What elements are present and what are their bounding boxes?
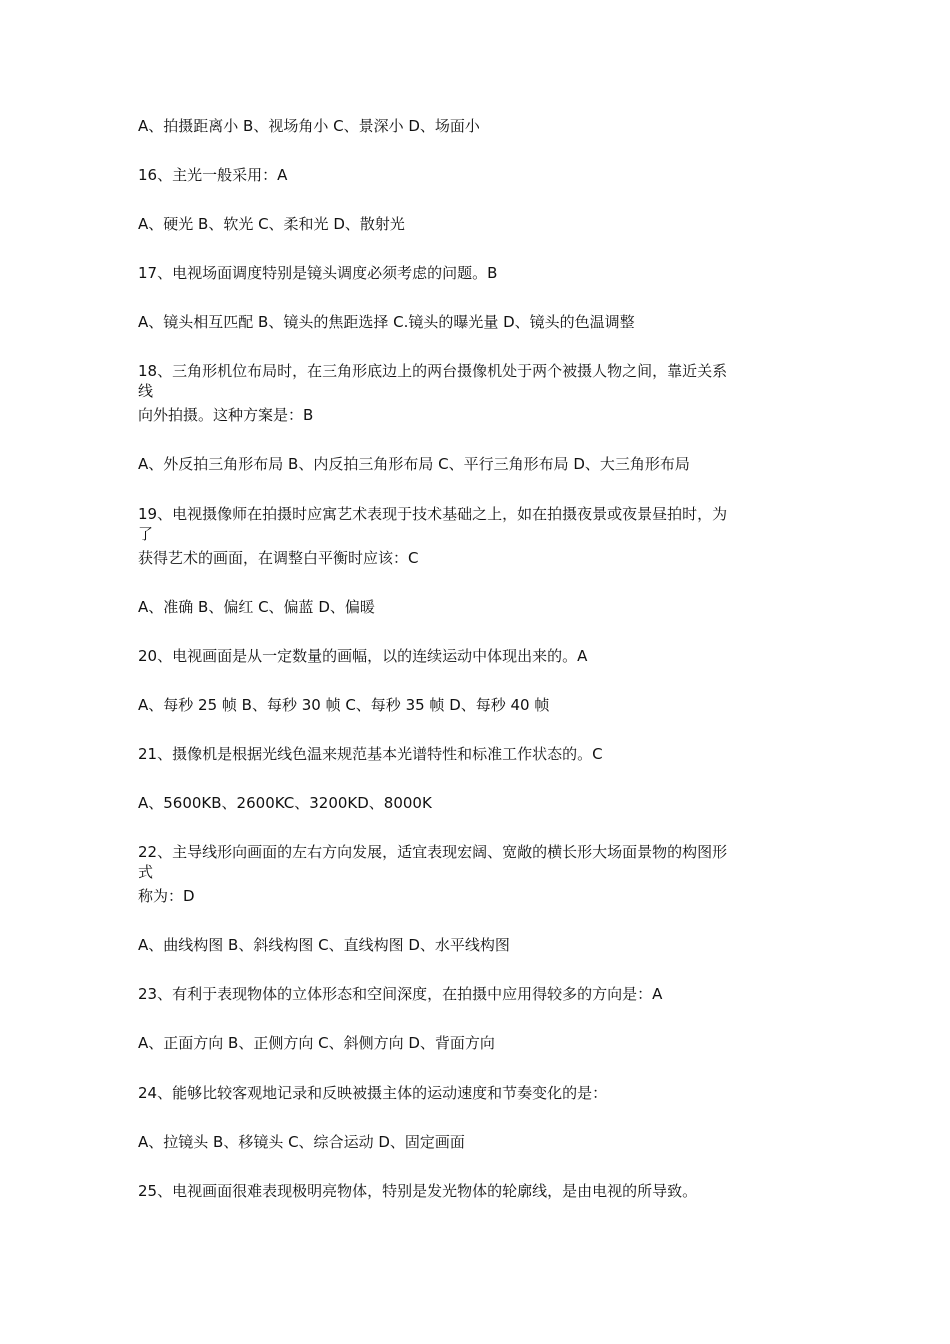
option-line: A、镜头相互匹配 B、镜头的焦距选择 C.镜头的曝光量 D、镜头的色温调整 [138,313,635,331]
question-line: 23、有利于表现物体的立体形态和空间深度，在拍摄中应用得较多的方向是：A [138,985,663,1003]
option-line: A、拉镜头 B、移镜头 C、综合运动 D、固定画面 [138,1133,465,1151]
question-line: 19、电视摄像师在拍摄时应寓艺术表现于技术基础之上，如在拍摄夜景或夜景昼拍时，为 [138,505,728,523]
option-line: A、拍摄距离小 B、视场角小 C、景深小 D、场面小 [138,117,480,135]
question-line-wrap: 线 [138,382,154,400]
option-line: A、硬光 B、软光 C、柔和光 D、散射光 [138,215,405,233]
question-line: 25、电视画面很难表现极明亮物体，特别是发光物体的轮廓线，是由电视的所导致。 [138,1182,698,1200]
question-line: 称为：D [138,887,195,905]
question-line-wrap: 了 [138,525,154,543]
question-line: 22、主导线形向画面的左右方向发展，适宜表现宏阔、宽敞的横长形大场面景物的构图形 [138,843,728,861]
question-line-wrap: 式 [138,863,154,881]
question-line: 21、摄像机是根据光线色温来规范基本光谱特性和标准工作状态的。C [138,745,603,763]
question-line: 向外拍摄。这种方案是：B [138,406,314,424]
option-line: A、正面方向 B、正侧方向 C、斜侧方向 D、背面方向 [138,1034,495,1052]
question-line: 17、电视场面调度特别是镜头调度必须考虑的问题。B [138,264,498,282]
option-line: A、准确 B、偏红 C、偏蓝 D、偏暖 [138,598,375,616]
question-line: 24、能够比较客观地记录和反映被摄主体的运动速度和节奏变化的是： [138,1084,608,1102]
option-line: A、外反拍三角形布局 B、内反拍三角形布局 C、平行三角形布局 D、大三角形布局 [138,455,690,473]
option-line: A、每秒 25 帧 B、每秒 30 帧 C、每秒 35 帧 D、每秒 40 帧 [138,696,550,714]
question-line: 20、电视画面是从一定数量的画幅，以的连续运动中体现出来的。A [138,647,588,665]
option-line: A、曲线构图 B、斜线构图 C、直线构图 D、水平线构图 [138,936,510,954]
question-line: 18、三角形机位布局时，在三角形底边上的两台摄像机处于两个被摄人物之间，靠近关系 [138,362,728,380]
question-line: 获得艺术的画面，在调整白平衡时应该：C [138,549,419,567]
option-line: A、5600KB、2600KC、3200KD、8000K [138,794,432,812]
question-line: 16、主光一般采用：A [138,166,288,184]
